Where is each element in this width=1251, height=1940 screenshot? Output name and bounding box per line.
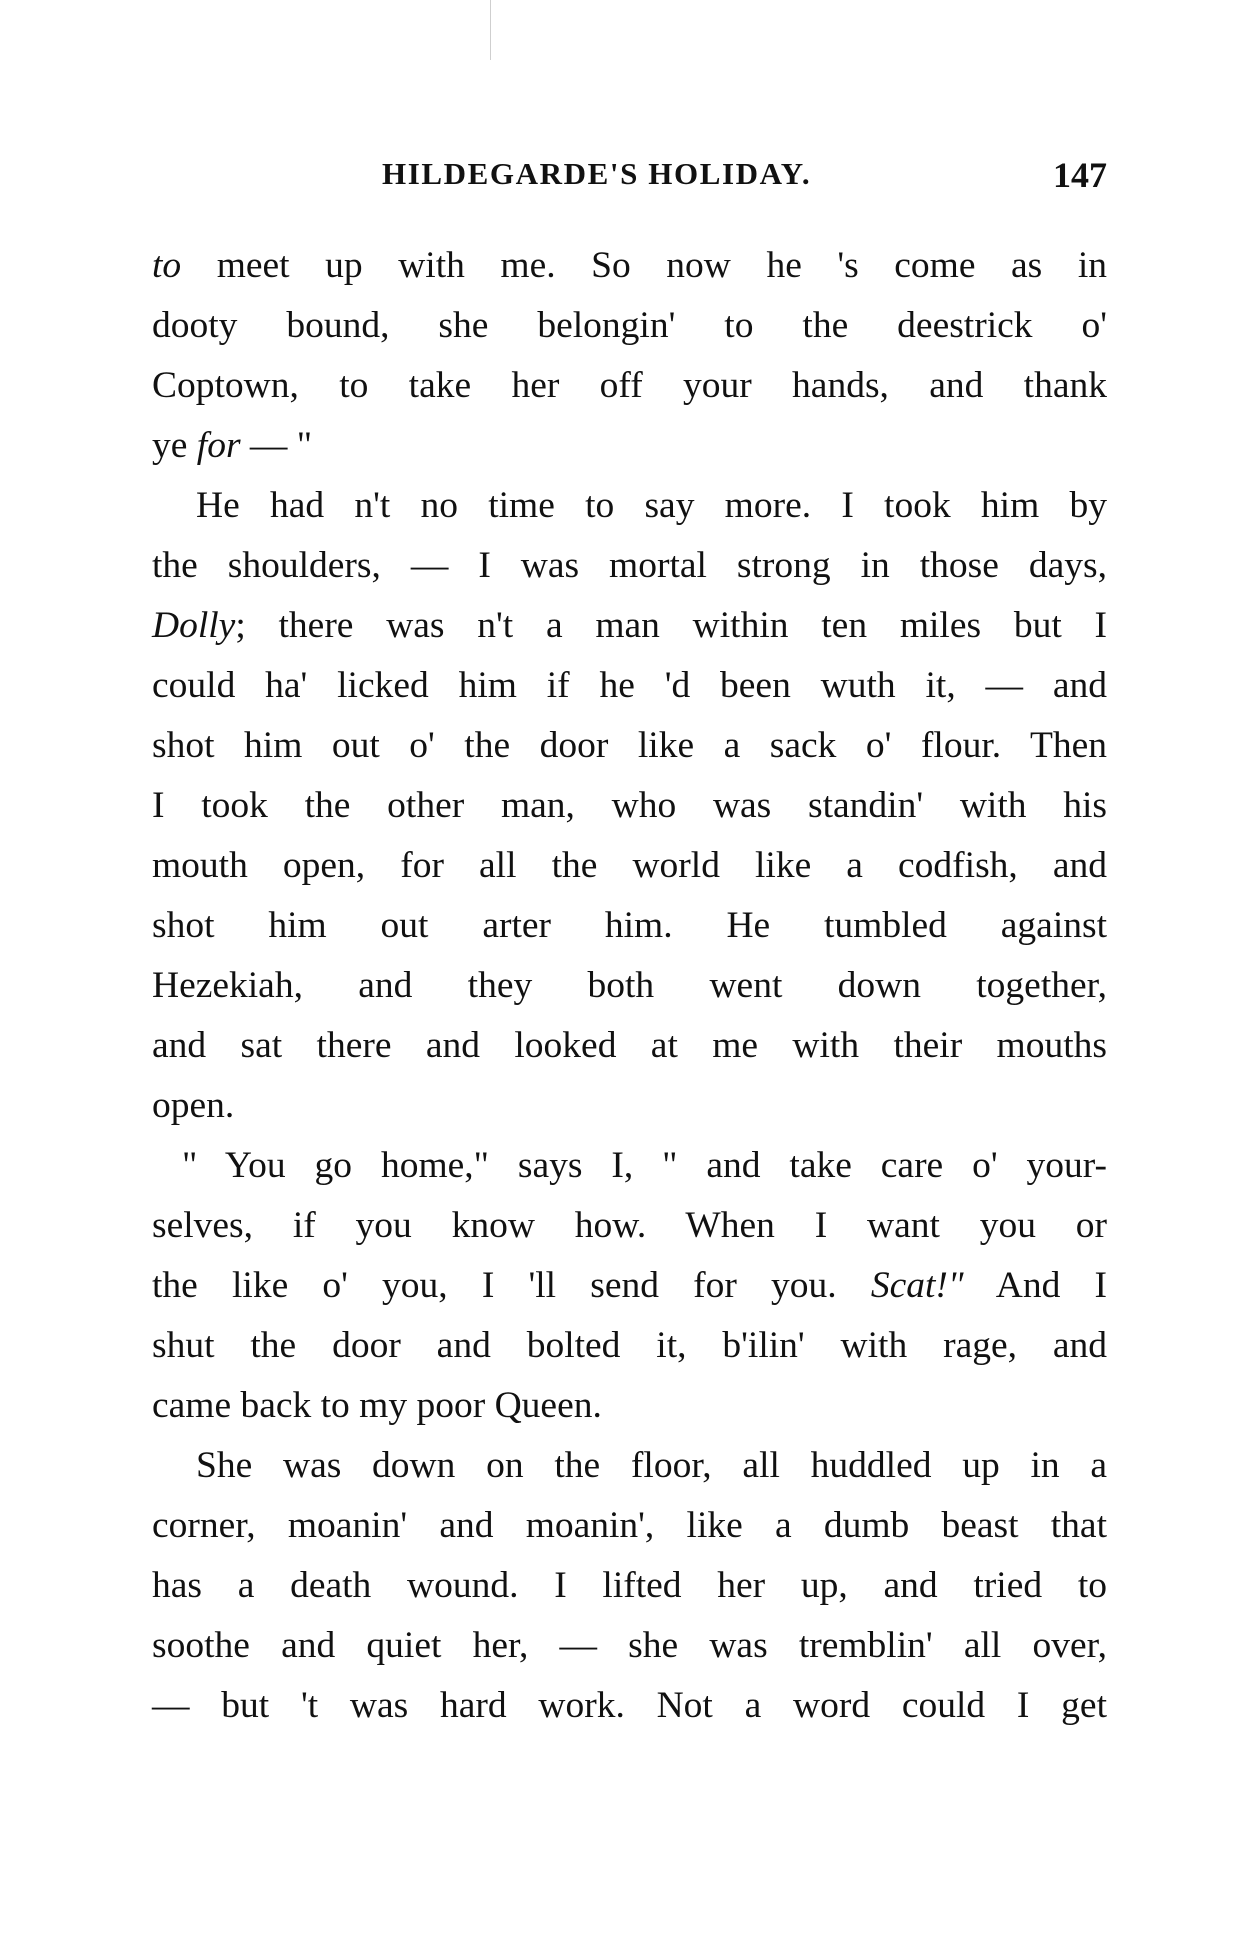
text-line: I took the other man, who was standin' with his [152,785,1107,826]
text-segment: the like o' you, I 'll send for you. [152,1265,837,1306]
text-line [152,1256,1107,1316]
text-line: Coptown, to take her off your hands, and thank [152,365,1107,406]
paragraph-1 [152,236,1107,476]
text-line [152,596,1107,656]
page-number: 147 [1053,155,1107,195]
paragraph-4 [152,1436,1107,1736]
text-line: " You go home," says I, " and take care o' your- [182,1145,1107,1186]
page-header [152,156,1107,206]
running-title: HILDEGARDE'S HOLIDAY. [382,156,812,191]
text-segment: And I [995,1265,1107,1306]
text-segment: meet up with me. So now he 's come as in [181,245,1107,286]
text-line: and sat there and looked at me with their mouths [152,1025,1107,1066]
text-line: selves, if you know how. When I want you or [152,1205,1107,1246]
gutter-mark [490,0,491,60]
text-line: He had n't no time to say more. I took him by [196,485,1107,526]
italic-word: Dolly [152,605,236,646]
italic-word: to [152,245,182,286]
text-line: could ha' licked him if he 'd been wuth it, — and [152,665,1107,706]
text-line [152,416,1107,476]
text-line: shut the door and bolted it, b'ilin' with rage, and [152,1325,1107,1366]
text-line: — but 't was hard work. Not a word could I get [152,1685,1107,1726]
paragraph-3 [152,1136,1107,1436]
text-line: mouth open, for all the world like a codfish, and [152,845,1107,886]
text-line: Hezekiah, and they both went down together, [152,965,1107,1006]
italic-word: Scat!" [870,1265,964,1306]
body-text [152,236,1107,1736]
text-line: the shoulders, — I was mortal strong in those days, [152,545,1107,586]
text-line: has a death wound. I lifted her up, and tried to [152,1565,1107,1606]
text-line: shot him out o' the door like a sack o' flour. Then [152,725,1107,766]
text-line [152,236,1107,296]
text-line: open. [152,1085,235,1126]
paragraph-2 [152,476,1107,1136]
text-line: came back to my poor Queen. [152,1385,602,1426]
text-line: corner, moanin' and moanin', like a dumb beast that [152,1505,1107,1546]
text-segment: — " [240,425,313,466]
text-line: shot him out arter him. He tumbled against [152,905,1107,946]
italic-word: for [196,425,241,466]
text-segment: ye [152,425,197,466]
text-line: dooty bound, she belongin' to the deestrick o' [152,305,1107,346]
text-segment: ; there was n't a man within ten miles but I [235,605,1107,646]
text-line: She was down on the floor, all huddled up in a [196,1445,1107,1486]
text-line: soothe and quiet her, — she was tremblin' all over, [152,1625,1107,1666]
